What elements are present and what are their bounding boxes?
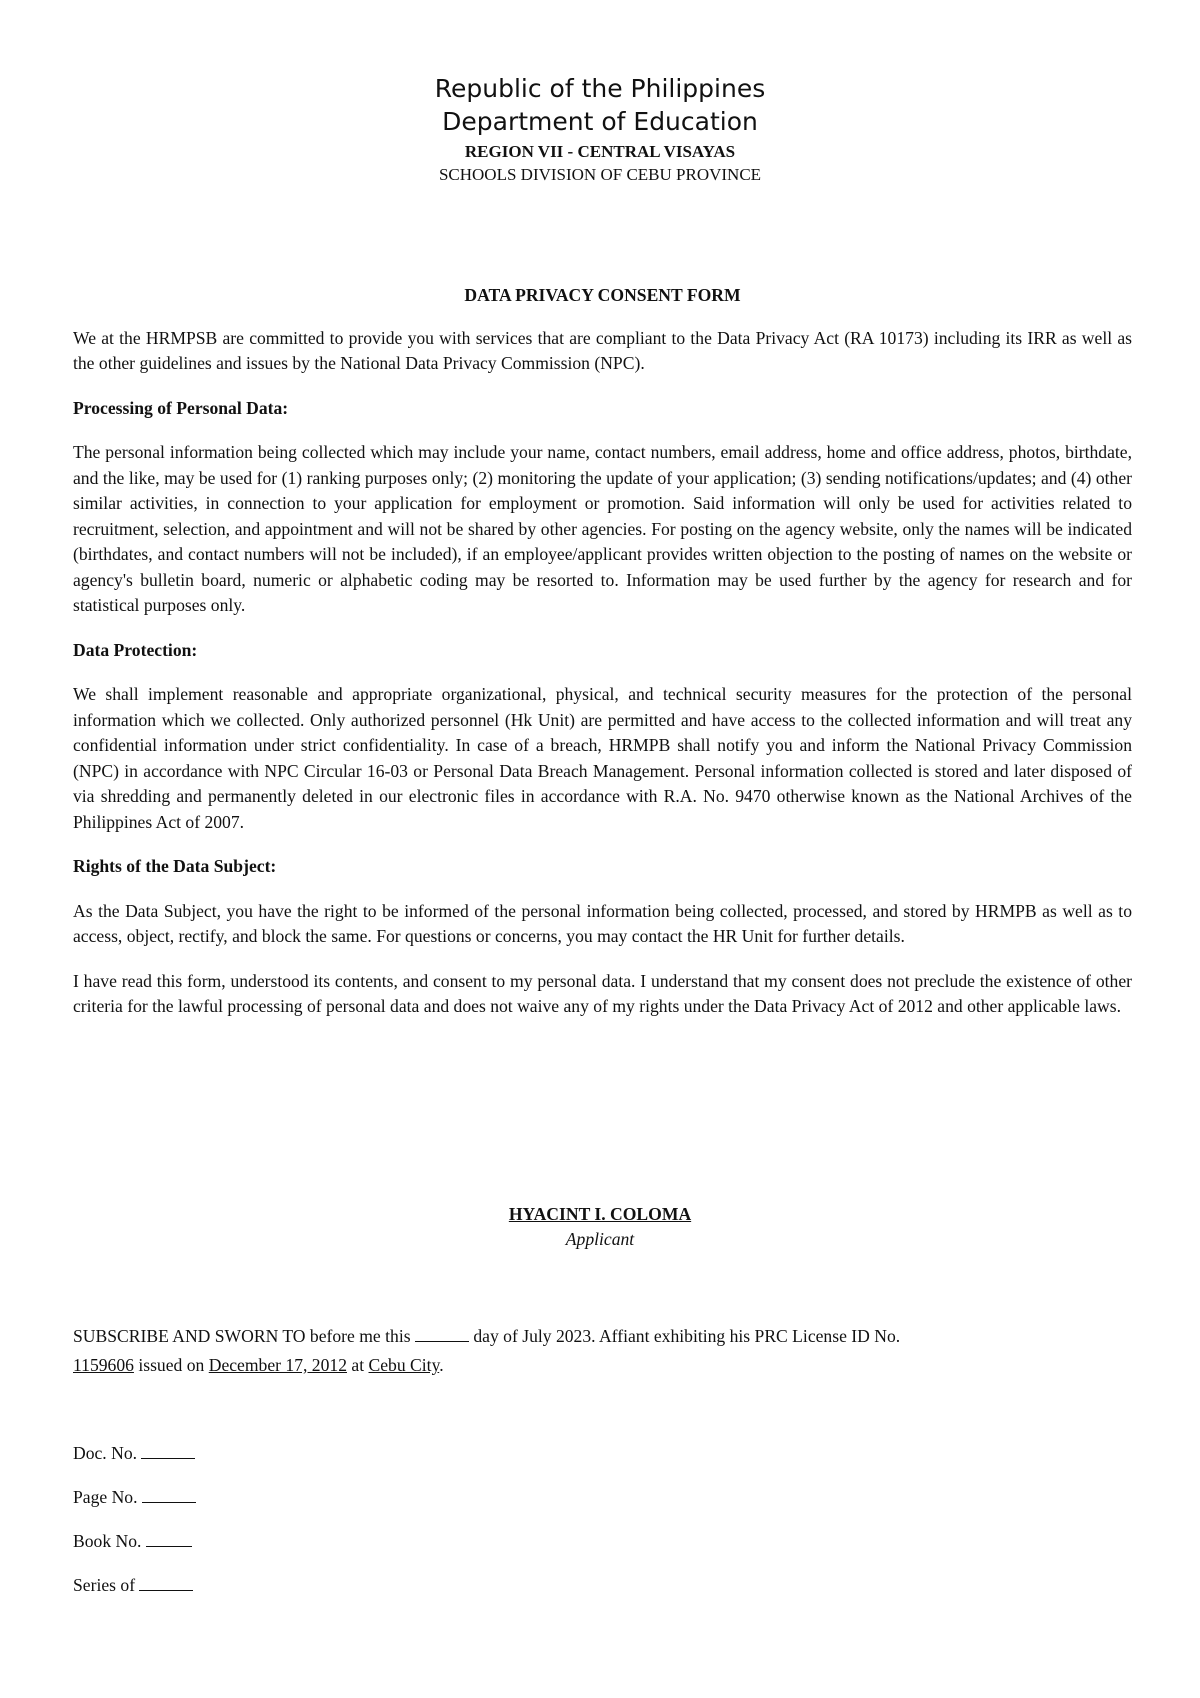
doc-no-blank (141, 1440, 195, 1459)
section-heading-protection: Data Protection: (73, 639, 198, 660)
consent-paragraph: I have read this form, understood its contents, and consent to my personal data. I understand that my consent does not preclude the existence of other criteria for the lawful processing of personal data and does not waive any of my rights under the Data Privacy Act of 2012 and other applicable laws. (73, 970, 1132, 1016)
issued-on-label: issued on (138, 1355, 205, 1375)
book-no-row (73, 1528, 196, 1572)
page-no-blank (142, 1484, 196, 1503)
doc-no-row (73, 1440, 196, 1484)
letterhead (0, 72, 1200, 186)
day-blank (415, 1323, 469, 1342)
section-heading-processing: Processing of Personal Data: (73, 397, 289, 418)
oath-middle: day of July 2023. Affiant exhibiting his PRC License ID No. (473, 1326, 901, 1346)
form-body (73, 283, 1132, 1039)
page-no-row (73, 1484, 196, 1528)
intro-paragraph: We at the HRMPSB are committed to provide you with services that are compliant to the Data Privacy Act (RA 10173) including its IRR as well as the other guidelines and issues by the National Data Privacy Commission (NPC). (73, 327, 1132, 373)
doc-no-label: Doc. No. (73, 1443, 138, 1463)
region-line: REGION VII - CENTRAL VISAYAS (464, 142, 736, 161)
issued-date: December 17, 2012 (208, 1355, 347, 1375)
book-no-label: Book No. (73, 1531, 142, 1551)
republic-line: Republic of the Philippines (434, 74, 766, 103)
applicant-role: Applicant (565, 1229, 635, 1249)
section-body-protection: We shall implement reasonable and appropriate organizational, physical, and technical security measures for the protection of the personal information which we collected. Only authorized personnel (Hk Unit) are permitted and have access to the collected information and will treat any confidential information under strict confidentiality. In case of a breach, HRMPB shall notify you and inform the National Privacy Commission (NPC) in accordance with NPC Circular 16-03 or Personal Data Breach Management. Personal information collected is stored and later disposed of via shredding and permanently deleted in our electronic files in accordance with R.A. No. 9470 otherwise known as the National Archives of the Philippines Act of 2007. (73, 684, 1132, 832)
issued-place: Cebu City (368, 1355, 440, 1375)
series-label: Series of (73, 1575, 136, 1595)
oath-prefix: SUBSCRIBE AND SWORN TO before me this (73, 1326, 411, 1346)
at-label: at (351, 1355, 365, 1375)
section-body-rights: As the Data Subject, you have the right to be informed of the personal information being collected, processed, and stored by HRMPB as well as to access, object, rectify, and block the same. For questions or concerns, you may contact the HR Unit for further details. (73, 900, 1132, 946)
oath-end: . (439, 1355, 444, 1375)
book-no-blank (146, 1528, 192, 1547)
page-no-label: Page No. (73, 1487, 138, 1507)
series-blank (139, 1572, 193, 1591)
signature-block (0, 1202, 1200, 1252)
form-title: DATA PRIVACY CONSENT FORM (464, 285, 741, 305)
license-number: 1159606 (73, 1355, 134, 1375)
series-row (73, 1572, 196, 1616)
notary-details (73, 1440, 196, 1616)
section-body-processing: The personal information being collected which may include your name, contact numbers, email address, home and office address, photos, birthdate, and the like, may be used for (1) ranking purposes only; (2) monitoring the update of your application; (3) sending notifications/updates; and (4) other similar activities, in connection to your application for employment or promotion. Said information will only be used for activities related to recruitment, selection, and appointment and will not be shared by other agencies. For posting on the agency website, only the names will be indicated (birthdates, and contact numbers will not be included), if an employee/applicant provides written objection to the posting of names on the website or agency's bulletin board, numeric or alphabetic coding may be resorted to. Information may be used further by the agency for research and for statistical purposes only. (73, 442, 1132, 615)
division-line: SCHOOLS DIVISION OF CEBU PROVINCE (438, 165, 762, 184)
department-line: Department of Education (442, 107, 758, 136)
section-heading-rights: Rights of the Data Subject: (73, 856, 277, 876)
applicant-name: HYACINT I. COLOMA (508, 1204, 692, 1224)
oath-statement (73, 1322, 1132, 1380)
